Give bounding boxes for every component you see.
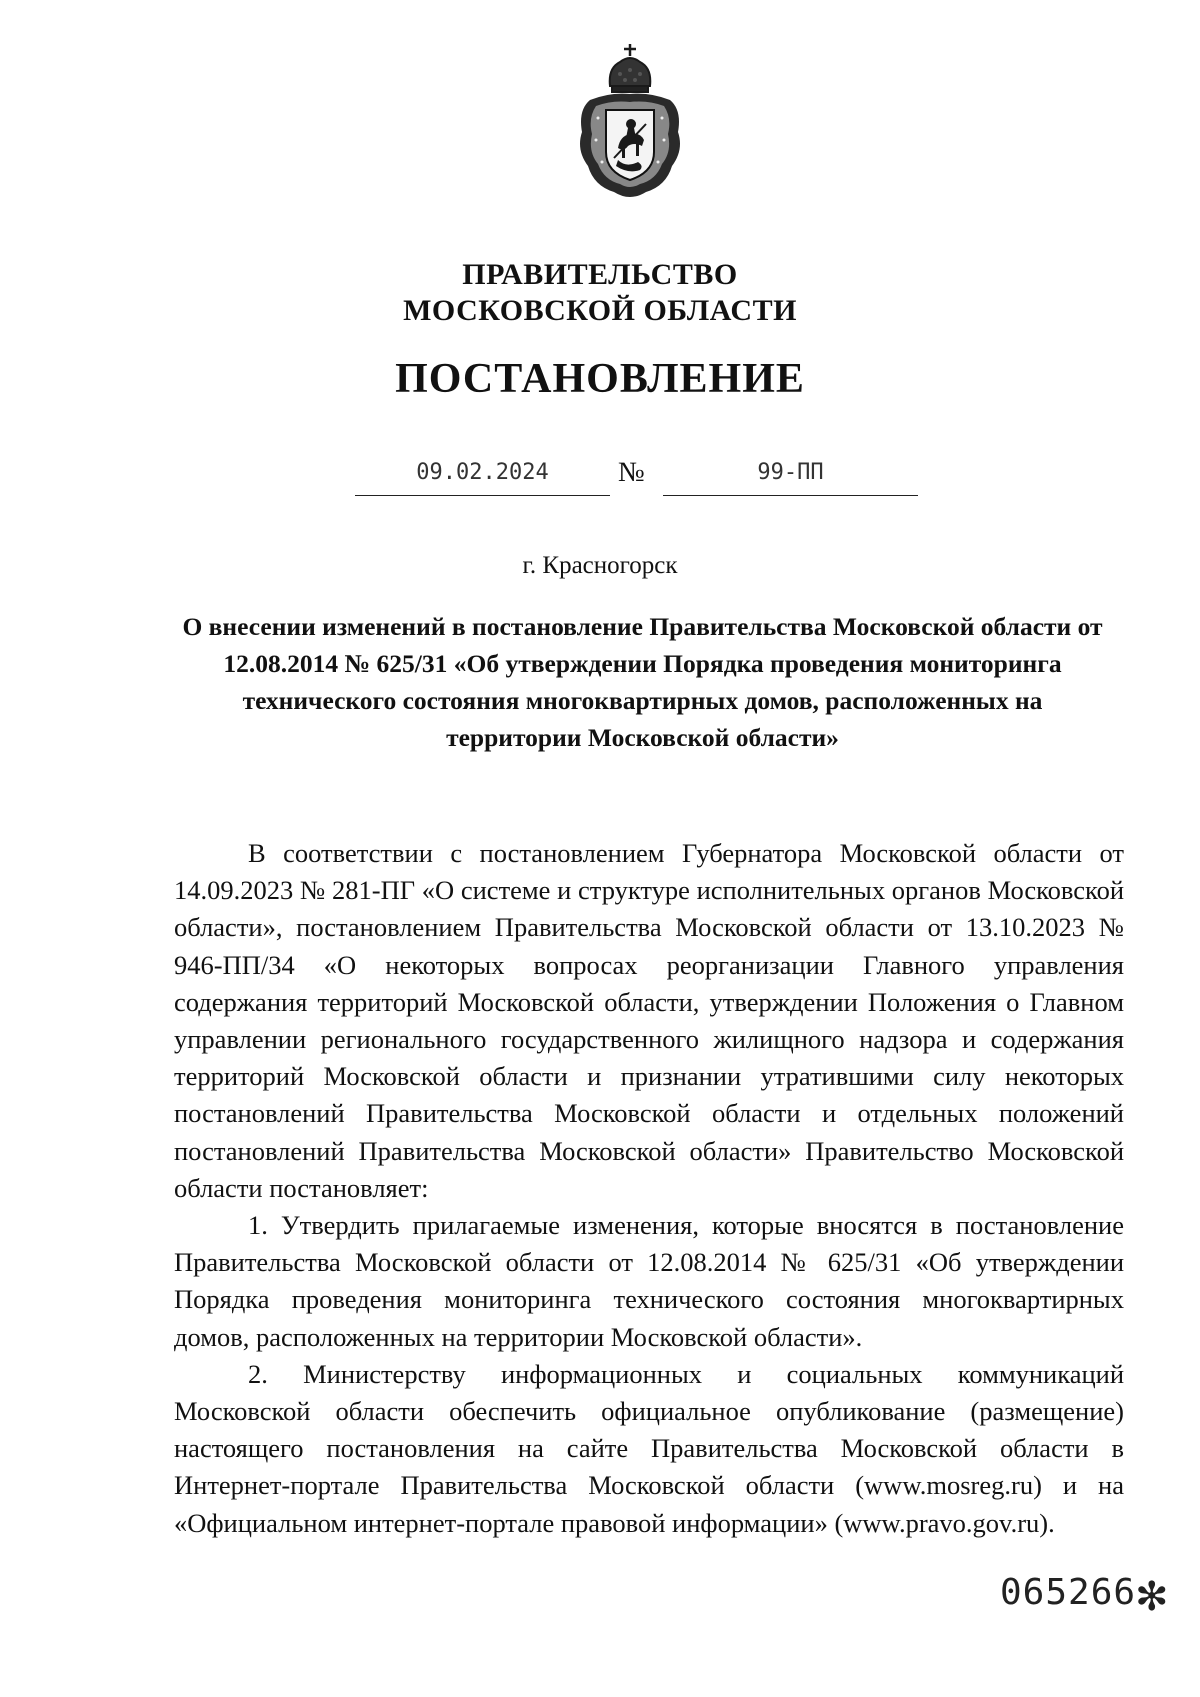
document-type-heading: ПОСТАНОВЛЕНИЕ — [395, 356, 805, 402]
document-number: 99-ПП — [663, 455, 918, 496]
item-2-paragraph: 2. Министерству информационных и социальных коммуникаций Московской области обеспечить официальное опубликование (размещение) настоящего постановления на сайте Правительства Московской области в Интернет-портале Правительства Московской области (www.mosreg.ru) и на «Официальном интернет-портале правовой информации» (www.pravo.gov.ru). — [174, 1358, 1124, 1538]
document-body — [174, 835, 1124, 1542]
government-name-line1: ПРАВИТЕЛЬСТВО — [462, 258, 738, 291]
star-mark-icon: ✻ — [1135, 1574, 1169, 1620]
registration-number: 065266 — [1000, 1572, 1137, 1613]
government-name-line2: МОСКОВСКОЙ ОБЛАСТИ — [403, 294, 797, 327]
coat-of-arms-icon — [568, 40, 692, 208]
item-1-paragraph: 1. Утвердить прилагаемые изменения, которые вносятся в постановление Правительства Московской области от 12.08.2014 № 625/31 «Об утверждении Порядка проведения мониторинга технического состояния многоквартирных домов, расположенных на территории Московской области». — [174, 1210, 1124, 1352]
city-name: г. Красногорск — [522, 552, 678, 579]
document-subject-title: О внесении изменений в постановление Правительства Московской области от 12.08.2014 № 625/31 «Об утверждении Порядка проведения мониторинга технического состояния многоквартирных домов, расположенных на территории Московской области» — [182, 612, 1103, 752]
preamble-paragraph: В соответствии с постановлением Губернатора Московской области от 14.09.2023 № 281-ПГ «О системе и структуре исполнительных органов Московской области», постановлением Правительства Московской области от 13.10.2023 № 946-ПП/34 «О некоторых вопросах реорганизации Главного управления содержания территорий Московской области, утверждении Положения о Главном управлении регионального государственного жилищного надзора и содержания территорий Московской области и признании утратившими силу некоторых постановлений Правительства Московской области и отдельных положений постановлений Правительства Московской области» Правительство Московской области постановляет: — [174, 838, 1124, 1203]
number-sign: № — [618, 457, 645, 488]
document-date: 09.02.2024 — [355, 455, 610, 496]
